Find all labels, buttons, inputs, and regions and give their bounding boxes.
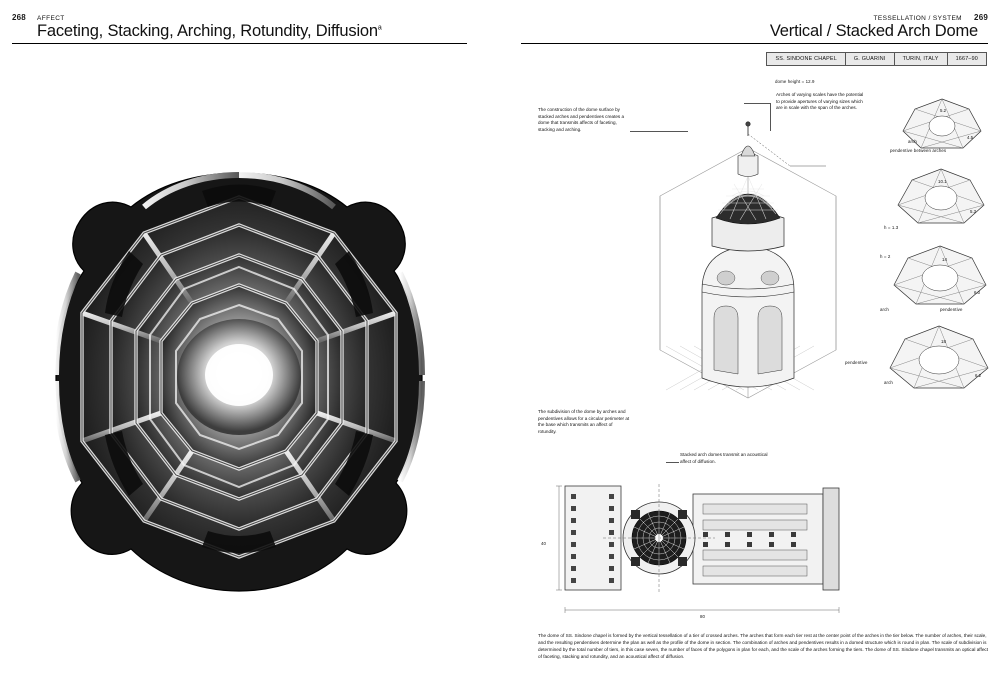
svg-text:6.0: 6.0 — [974, 290, 981, 295]
floor-plan-drawing — [553, 470, 853, 635]
tier-diagram-1 — [893, 93, 991, 155]
right-page-title: Vertical / Stacked Arch Dome — [769, 22, 978, 40]
svg-text:5.3: 5.3 — [970, 209, 977, 214]
tier-3-label-arch: arch — [880, 307, 889, 312]
tier-3-height-label: h = 2 — [880, 254, 891, 259]
body-paragraph: The dome of SS. Sindone chapel is formed by the vertical tessellation of a tier of crossed arches. The arches that form each tier rest at the center point of the arches in the tier below. The number of arches, their scale, and the resulting pendentives determine the plan as well as the profile of the dome in section. The combination of arches and pendentives results in a domed structure which is round in plan. The scale of subdivision is determined by the total number of tiers, in this case seven, the number of faces of the polygons in plan for each, and the scale of the arches forming the tiers. The dome of SS. Sindone chapel transmits an optical affect of faceting, stacking and rotundity, and an acoustical affect of diffusion. — [538, 633, 989, 660]
tier-4-label-arch: arch — [884, 380, 893, 385]
credit-date: 1667–90 — [955, 56, 978, 62]
svg-text:18: 18 — [941, 339, 946, 344]
credit-building: SS. SINDONE CHAPEL — [767, 53, 845, 65]
project-credit-bar — [766, 52, 987, 66]
subdivision-note: The subdivision of the dome by arches and pendentives allows for a circular perimeter at the base which transmits an affect of rotundity. — [538, 409, 630, 434]
dome-interior-image — [14, 95, 464, 655]
right-header-rule — [521, 43, 988, 44]
right-folio: 269 — [974, 13, 988, 22]
arches-note-leader-h — [744, 103, 771, 104]
credit-location: TURIN, ITALY — [895, 53, 948, 65]
tier-3-label-pendentive: pendentive — [940, 307, 963, 312]
arches-scale-note: Arches of varying scales have the potential to provide apertures of varying sizes which are in scale with the span of the arches. — [776, 92, 864, 111]
left-folio: 268 — [12, 13, 26, 22]
right-chapter-label: TESSELLATION / SYSTEM — [873, 15, 962, 22]
tier-diagram-3 — [884, 240, 996, 312]
left-page-title-superscript: a — [377, 24, 382, 32]
svg-text:6.2: 6.2 — [975, 373, 982, 378]
left-page-title-text: Faceting, Stacking, Arching, Rotundity, Diffusion — [37, 22, 378, 40]
tier-diagram-4 — [880, 320, 998, 396]
construction-note: The construction of the dome surface by stacked arches and pendentives creates a dome that transmits affects of faceting, stacking and arching. — [538, 107, 625, 132]
tier-1-label-pendentive: pendentive between arches — [890, 148, 947, 153]
acoustical-note: Stacked arch domes transmit an acoustical affect of diffusion. — [680, 452, 768, 464]
left-header-rule — [12, 43, 467, 44]
plan-width-dimension: 80 — [700, 614, 706, 619]
acoustical-note-leader — [666, 462, 679, 463]
tier-1-label-arch: arch — [908, 139, 917, 144]
tier-diagram-2 — [888, 163, 994, 231]
tier-2-height-label: h = 1.3 — [884, 225, 899, 230]
tier-4-label-pendentive: pendentive — [845, 360, 868, 365]
construction-note-leader — [630, 131, 688, 132]
svg-text:4.5: 4.5 — [967, 135, 974, 140]
axonometric-section-drawing — [640, 78, 860, 458]
credit-architect: G. GUARINI — [846, 53, 895, 65]
svg-text:5.2: 5.2 — [940, 108, 947, 113]
plan-height-dimension: 40 — [541, 541, 547, 546]
arches-note-leader-v — [770, 103, 771, 131]
left-page-title — [37, 22, 382, 41]
svg-text:10.1: 10.1 — [938, 179, 947, 184]
dome-height-label: dome height = 12.9 — [775, 79, 815, 84]
svg-text:14: 14 — [942, 257, 947, 262]
left-chapter-label: AFFECT — [37, 15, 65, 22]
